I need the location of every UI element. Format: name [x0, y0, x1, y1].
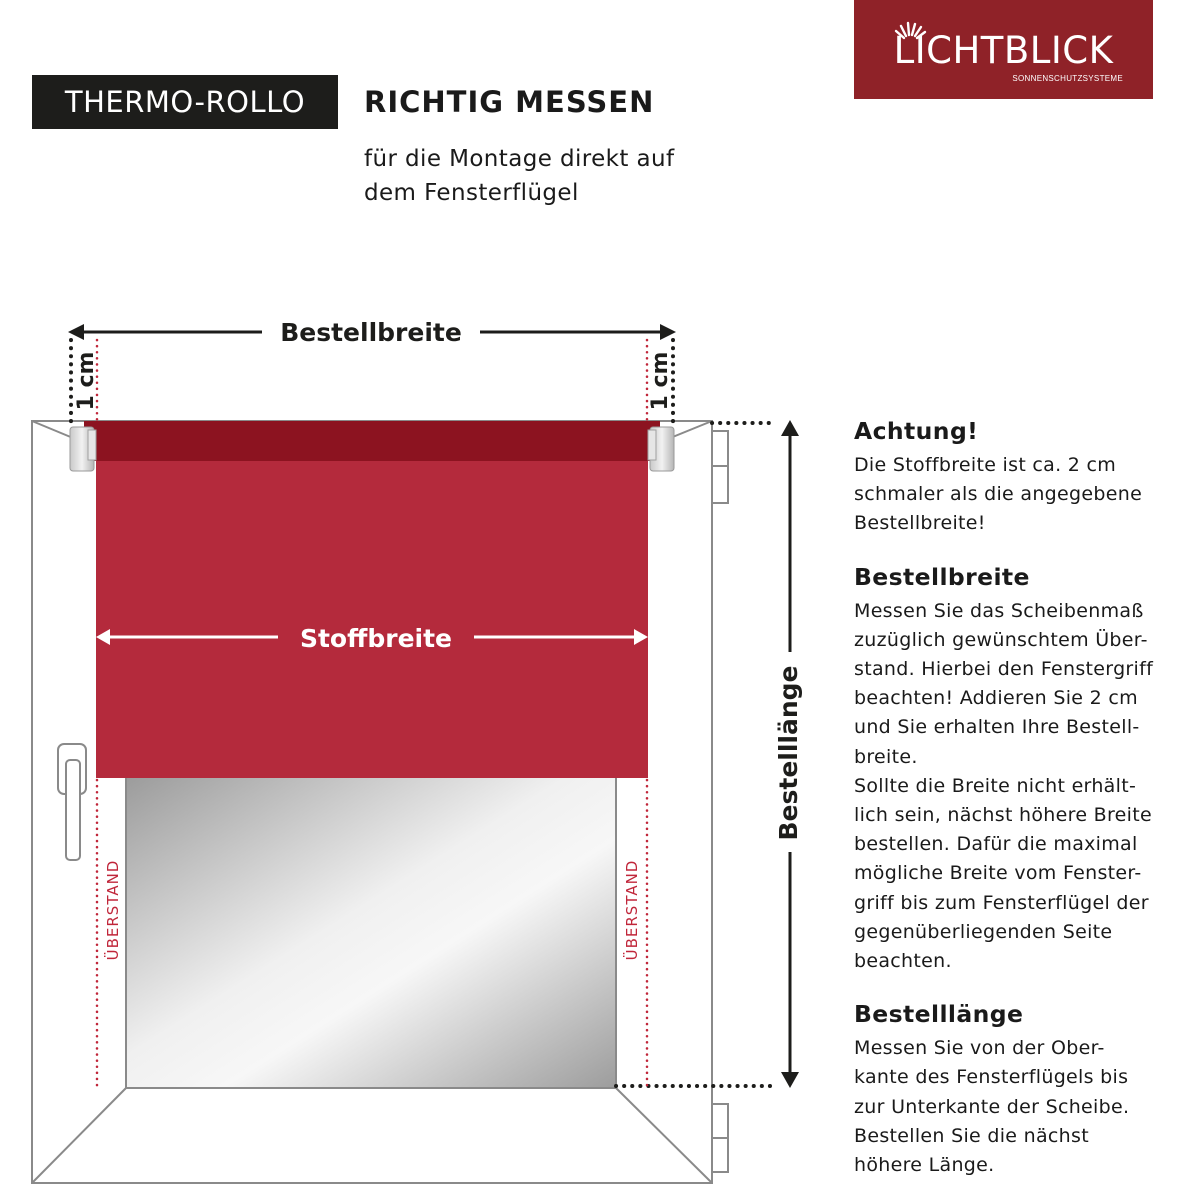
order-width-block	[854, 561, 1184, 977]
hinge-top	[712, 431, 728, 503]
blind-cassette	[84, 421, 660, 461]
overhang-right-label: ÜBERSTAND	[623, 859, 641, 961]
offset-right-label: 1 cm	[648, 351, 673, 411]
attention-text: Die Stoffbreite ist ca. 2 cm schmaler als die angegebene Bestellbreite!	[854, 454, 1143, 535]
product-tag: THERMO-ROLLO	[32, 75, 338, 129]
order-length-text: Messen Sie von der Ober- kante des Fensterflügels bis zur Unterkante der Scheibe. Bestellen Sie die nächst höhere Länge.	[854, 1037, 1130, 1177]
glass-pane	[127, 778, 615, 1087]
attention-block	[854, 415, 1184, 539]
overhang-left-label: ÜBERSTAND	[104, 859, 122, 961]
order-width-text: Messen Sie das Scheibenmaß zuzüglich gewünschtem Über- stand. Hierbei den Fenstergriff beachten! Addieren Sie 2 cm und Sie erhalten Ihre Bestell- breite. Sollte die Breite nicht erhält- lich sein, nächst höhere Breite bestellen. Dafür die maximal mögliche Breite vom Fenster- griff bis zum Fensterflügel der gegenüberliegenden Seite beachten.	[854, 599, 1154, 973]
bracket-right	[648, 427, 674, 471]
order-width-label: Bestellbreite	[280, 318, 462, 347]
bracket-left	[70, 427, 96, 471]
order-length-title: Bestelllänge	[854, 1000, 1024, 1029]
page-subtitle: für die Montage direkt auf dem Fensterflügel	[364, 146, 675, 206]
blind-fabric	[96, 452, 648, 778]
order-length-label: Bestelllänge	[774, 665, 803, 841]
hinge-bottom	[712, 1104, 728, 1172]
fabric-width-label: Stoffbreite	[299, 624, 453, 653]
order-length-block	[854, 998, 1184, 1180]
offset-left-label: 1 cm	[74, 351, 99, 411]
brand-tagline: SONNENSCHUTZSYSTEME	[1012, 74, 1123, 83]
info-panel	[854, 415, 1184, 1180]
page-title: RICHTIG MESSEN	[364, 85, 655, 119]
order-width-title: Bestellbreite	[854, 562, 1030, 591]
window-handle	[58, 744, 86, 860]
attention-title: Achtung!	[854, 417, 979, 445]
brand-name: LICHTBLICK	[893, 29, 1114, 72]
